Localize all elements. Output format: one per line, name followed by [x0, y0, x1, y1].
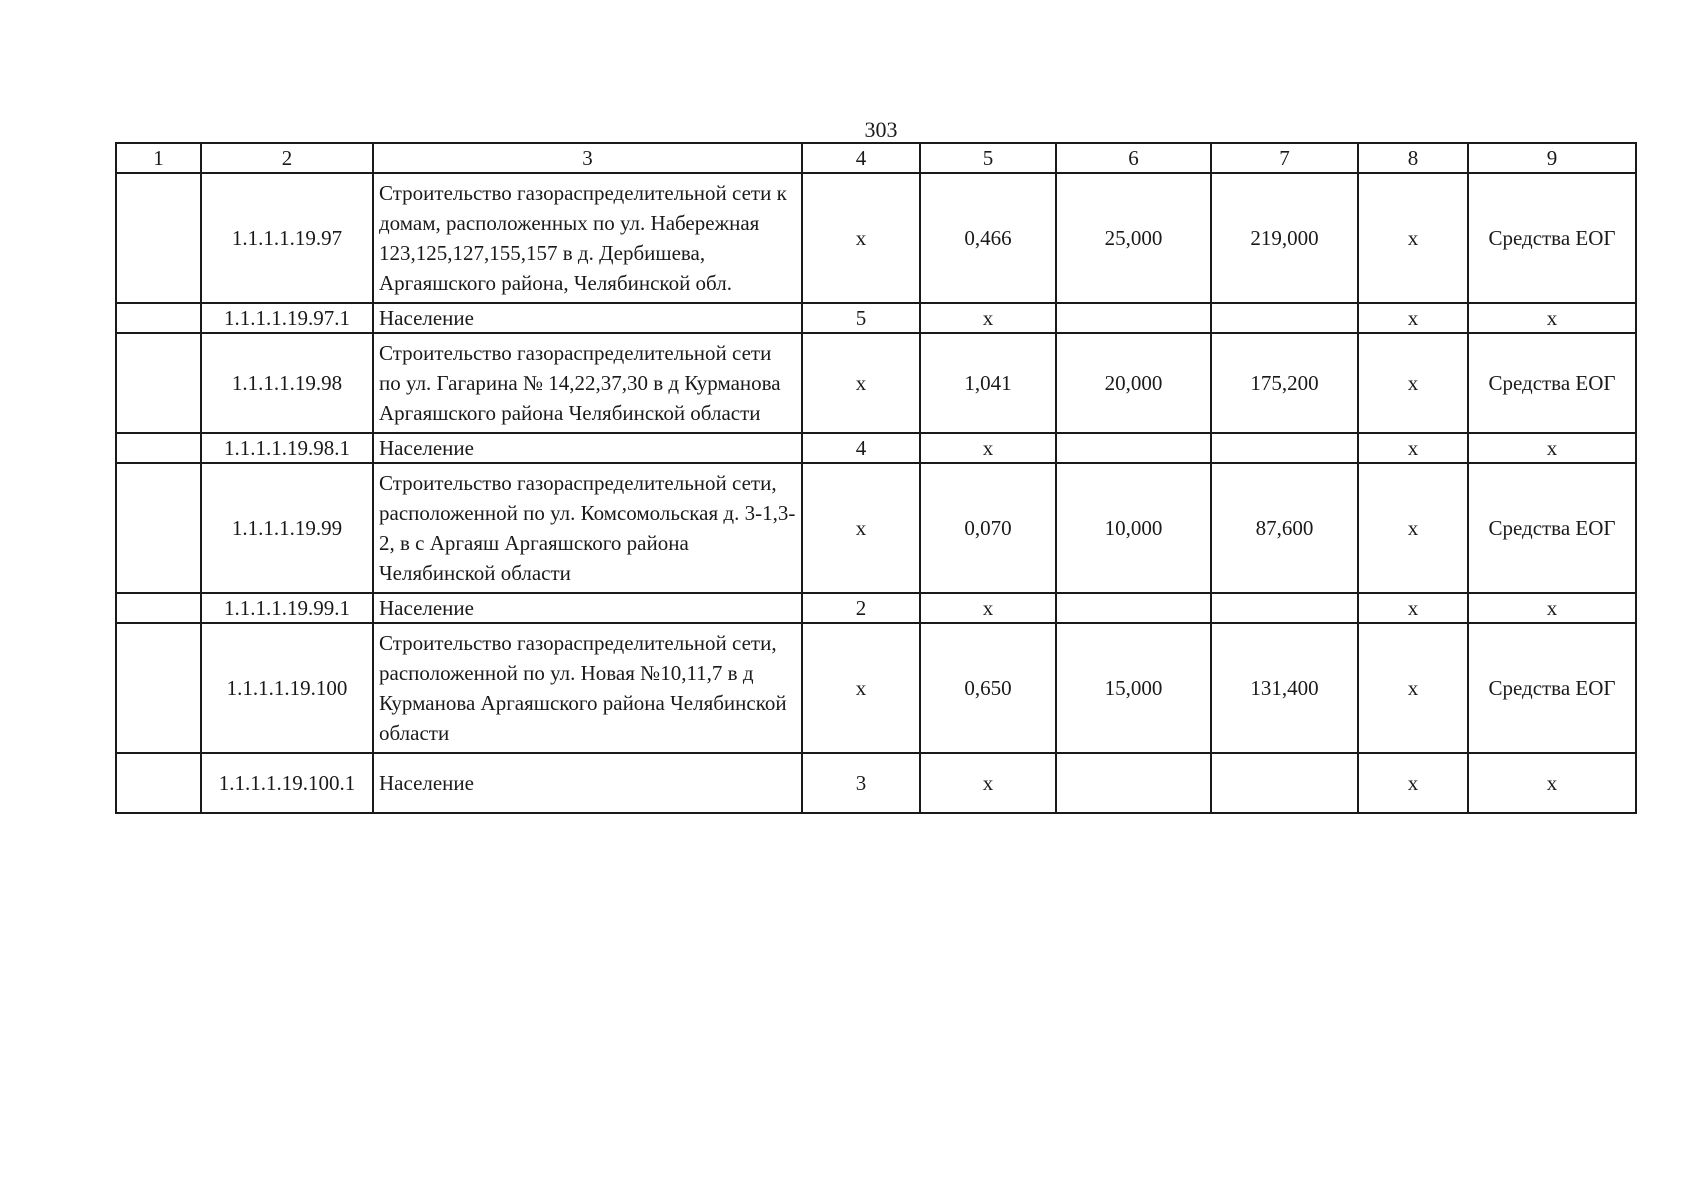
table-row — [116, 333, 1636, 433]
column-header: 3 — [373, 143, 802, 173]
value-7-cell: 131,400 — [1211, 623, 1358, 753]
value-8-cell: х — [1358, 303, 1468, 333]
table-subrow — [116, 433, 1636, 463]
item-code-cell: 1.1.1.1.19.100 — [201, 623, 373, 753]
description-cell: Население — [373, 593, 802, 623]
item-code-cell: 1.1.1.1.19.99 — [201, 463, 373, 593]
length-cell: 0,650 — [920, 623, 1056, 753]
page-number: 303 — [864, 117, 898, 142]
length-cell: 1,041 — [920, 333, 1056, 433]
row-index-cell — [116, 593, 201, 623]
column-number-header-row — [116, 143, 1636, 173]
value-7-cell — [1211, 433, 1358, 463]
item-code-cell: 1.1.1.1.19.97 — [201, 173, 373, 303]
value-6-cell — [1056, 433, 1211, 463]
table-row — [116, 173, 1636, 303]
table-body — [116, 143, 1636, 813]
data-table — [115, 142, 1637, 814]
length-cell: х — [920, 303, 1056, 333]
item-code-cell: 1.1.1.1.19.98 — [201, 333, 373, 433]
value-6-cell: 15,000 — [1056, 623, 1211, 753]
quantity-cell: х — [802, 623, 920, 753]
source-cell: Средства ЕОГ — [1468, 463, 1636, 593]
value-8-cell: х — [1358, 753, 1468, 813]
column-header: 2 — [201, 143, 373, 173]
row-index-cell — [116, 753, 201, 813]
length-cell: 0,070 — [920, 463, 1056, 593]
quantity-cell: х — [802, 463, 920, 593]
value-7-cell: 87,600 — [1211, 463, 1358, 593]
description-cell: Строительство газораспределительной сети, расположенной по ул. Новая №10,11,7 в д Курманова Аргаяшского района Челябинской области — [373, 623, 802, 753]
value-6-cell — [1056, 303, 1211, 333]
length-cell: 0,466 — [920, 173, 1056, 303]
quantity-cell: х — [802, 173, 920, 303]
value-6-cell — [1056, 593, 1211, 623]
item-code-cell: 1.1.1.1.19.98.1 — [201, 433, 373, 463]
source-cell: х — [1468, 303, 1636, 333]
value-8-cell: х — [1358, 623, 1468, 753]
row-index-cell — [116, 303, 201, 333]
row-index-cell — [116, 173, 201, 303]
length-cell: х — [920, 593, 1056, 623]
quantity-cell: 2 — [802, 593, 920, 623]
quantity-cell: 3 — [802, 753, 920, 813]
length-cell: х — [920, 753, 1056, 813]
value-6-cell: 25,000 — [1056, 173, 1211, 303]
table-row — [116, 463, 1636, 593]
table-subrow — [116, 753, 1636, 813]
source-cell: Средства ЕОГ — [1468, 173, 1636, 303]
description-cell: Строительство газораспределительной сети по ул. Гагарина № 14,22,37,30 в д Курманова Аргаяшского района Челябинской области — [373, 333, 802, 433]
value-7-cell: 219,000 — [1211, 173, 1358, 303]
quantity-cell: 4 — [802, 433, 920, 463]
value-8-cell: х — [1358, 463, 1468, 593]
row-index-cell — [116, 433, 201, 463]
quantity-cell: 5 — [802, 303, 920, 333]
column-header: 6 — [1056, 143, 1211, 173]
row-index-cell — [116, 463, 201, 593]
value-7-cell: 175,200 — [1211, 333, 1358, 433]
quantity-cell: х — [802, 333, 920, 433]
description-cell: Население — [373, 753, 802, 813]
column-header: 8 — [1358, 143, 1468, 173]
length-cell: х — [920, 433, 1056, 463]
description-cell: Население — [373, 433, 802, 463]
source-cell: х — [1468, 433, 1636, 463]
value-7-cell — [1211, 303, 1358, 333]
value-8-cell: х — [1358, 593, 1468, 623]
value-7-cell — [1211, 593, 1358, 623]
value-8-cell: х — [1358, 333, 1468, 433]
source-cell: Средства ЕОГ — [1468, 333, 1636, 433]
row-index-cell — [116, 623, 201, 753]
value-6-cell: 10,000 — [1056, 463, 1211, 593]
description-cell: Население — [373, 303, 802, 333]
value-6-cell: 20,000 — [1056, 333, 1211, 433]
value-7-cell — [1211, 753, 1358, 813]
row-index-cell — [116, 333, 201, 433]
source-cell: Средства ЕОГ — [1468, 623, 1636, 753]
column-header: 7 — [1211, 143, 1358, 173]
value-6-cell — [1056, 753, 1211, 813]
table-row — [116, 623, 1636, 753]
value-8-cell: х — [1358, 433, 1468, 463]
item-code-cell: 1.1.1.1.19.97.1 — [201, 303, 373, 333]
table-subrow — [116, 303, 1636, 333]
source-cell: х — [1468, 593, 1636, 623]
value-8-cell: х — [1358, 173, 1468, 303]
table-subrow — [116, 593, 1636, 623]
source-cell: х — [1468, 753, 1636, 813]
column-header: 5 — [920, 143, 1056, 173]
column-header: 4 — [802, 143, 920, 173]
description-cell: Строительство газораспределительной сети к домам, расположенных по ул. Набережная 123,125,127,155,157 в д. Дербишева, Аргаяшского района, Челябинской обл. — [373, 173, 802, 303]
column-header: 9 — [1468, 143, 1636, 173]
column-header: 1 — [116, 143, 201, 173]
item-code-cell: 1.1.1.1.19.99.1 — [201, 593, 373, 623]
description-cell: Строительство газораспределительной сети, расположенной по ул. Комсомольская д. 3-1,3-2, в с Аргаяш Аргаяшского района Челябинской области — [373, 463, 802, 593]
item-code-cell: 1.1.1.1.19.100.1 — [201, 753, 373, 813]
